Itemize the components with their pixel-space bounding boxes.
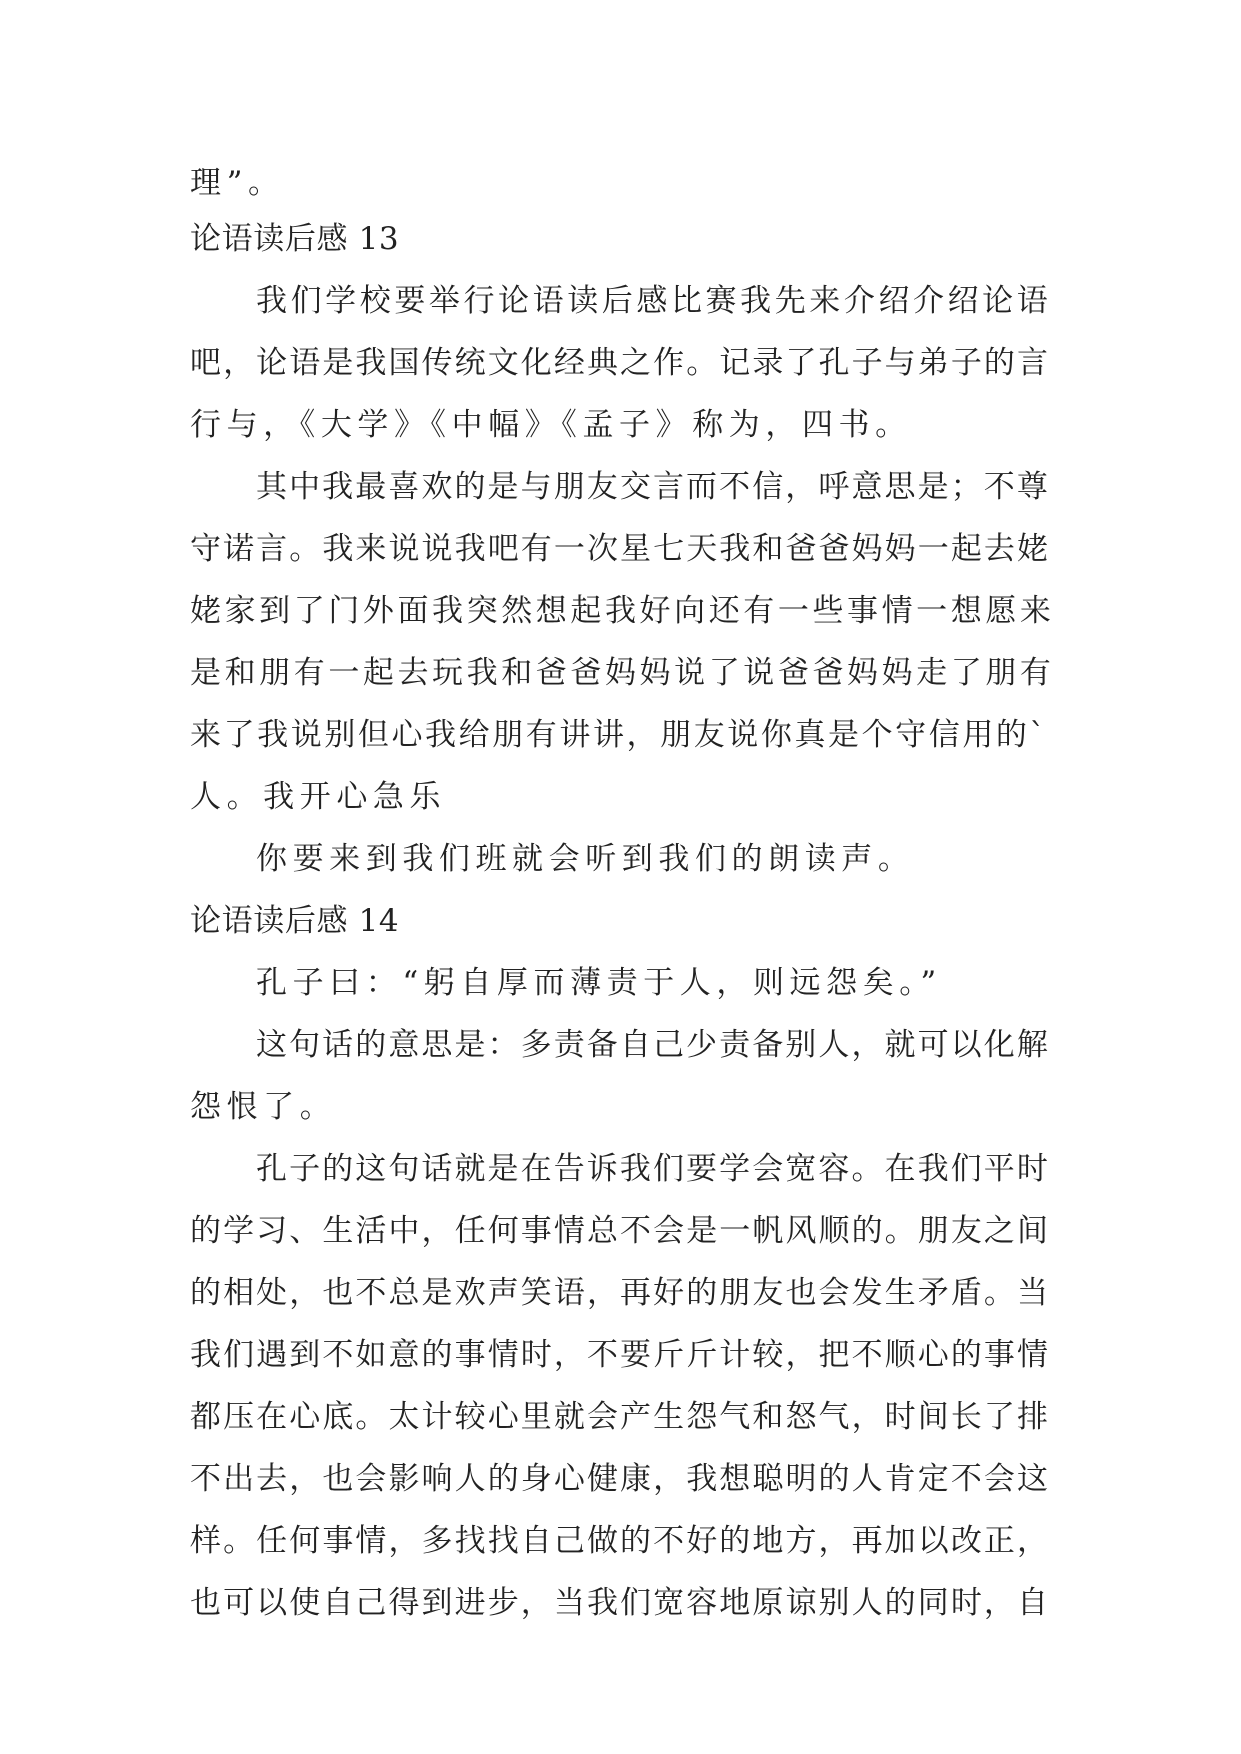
text-line: 我们学校要举行论语读后感比赛我先来介绍介绍论语 <box>256 283 1052 319</box>
text-line: 不出去，也会影响人的身心健康，我想聪明的人肯定不会这 <box>190 1461 1051 1497</box>
text-line: 理”。 <box>190 165 285 201</box>
text-line: 行与，《大学》《中幅》《孟子》称为，四书。 <box>190 407 912 443</box>
text-line: 来了我说别但心我给朋有讲讲，朋友说你真是个守信用的` <box>190 717 1048 753</box>
text-line: 孔子的这句话就是在告诉我们要学会宽容。在我们平时 <box>256 1151 1050 1187</box>
section-heading: 论语读后感 14 <box>190 903 400 939</box>
text-line: 都压在心底。太计较心里就会产生怨气和怒气，时间长了排 <box>190 1399 1051 1435</box>
section-heading: 论语读后感 13 <box>190 221 400 257</box>
text-line: 吧，论语是我国传统文化经典之作。记录了孔子与弟子的言 <box>190 345 1051 381</box>
text-line: 是和朋有一起去玩我和爸爸妈妈说了说爸爸妈妈走了朋有 <box>190 655 1055 691</box>
text-line: 样。任何事情，多找找自己做的不好的地方，再加以改正， <box>190 1523 1051 1559</box>
text-line: 你要来到我们班就会听到我们的朗读声。 <box>256 841 915 877</box>
text-line: 孔子曰：“躬自厚而薄责于人，则远怨矣。” <box>256 965 942 1001</box>
text-line: 守诺言。我来说说我吧有一次星七天我和爸爸妈妈一起去姥 <box>190 531 1051 567</box>
text-line: 姥家到了门外面我突然想起我好向还有一些事情一想愿来 <box>190 593 1055 629</box>
text-line: 我们遇到不如意的事情时，不要斤斤计较，把不顺心的事情 <box>190 1337 1051 1373</box>
text-line: 怨恨了。 <box>190 1089 337 1125</box>
document-page <box>190 158 1060 1634</box>
text-line: 的相处，也不总是欢声笑语，再好的朋友也会发生矛盾。当 <box>190 1275 1051 1311</box>
text-line: 也可以使自己得到进步，当我们宽容地原谅别人的同时，自 <box>190 1585 1051 1621</box>
text-line: 其中我最喜欢的是与朋友交言而不信，呼意思是；不尊 <box>256 469 1050 505</box>
text-line: 的学习、生活中，任何事情总不会是一帆风顺的。朋友之间 <box>190 1213 1051 1249</box>
text-line: 人。我开心急乐 <box>190 779 447 815</box>
text-line: 这句话的意思是：多责备自己少责备别人，就可以化解 <box>256 1027 1050 1063</box>
